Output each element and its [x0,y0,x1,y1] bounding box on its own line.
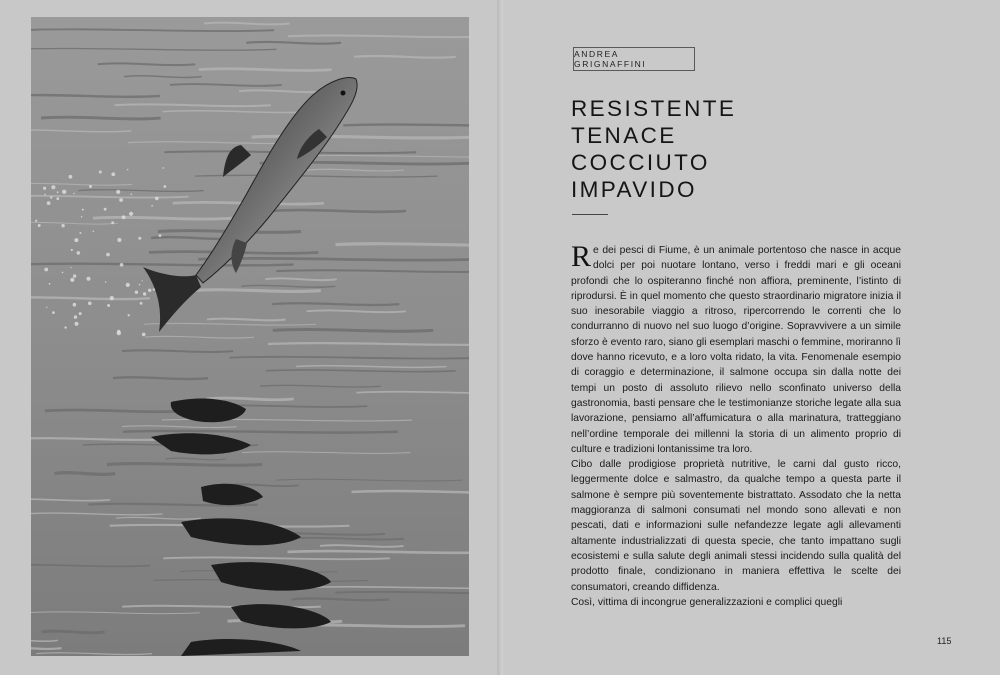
ripple-line [42,631,105,633]
splash-droplet [105,281,107,283]
splash-droplet [128,314,130,316]
splash-droplet [111,172,115,176]
splash-droplet [117,330,120,333]
splash-droplet [46,307,47,308]
splash-droplet [47,201,51,205]
author-box: ANDREA GRIGNAFFINI [573,47,695,71]
splash-droplet [117,238,121,242]
ripple-line [352,491,469,493]
ripple-line [93,217,232,219]
splash-droplet [142,333,146,337]
splash-droplet [70,278,74,282]
splash-droplet [116,190,120,194]
splash-droplet [82,209,84,211]
splash-droplet [122,215,126,219]
splash-droplet [74,315,77,318]
splash-droplet [159,234,162,237]
body-paragraph [571,240,901,457]
title-line: TENACE [571,123,677,148]
splash-droplet [131,193,133,195]
splash-droplet [64,326,66,328]
splash-droplet [73,193,75,195]
splash-droplet [44,268,48,272]
splash-droplet [139,284,141,286]
splash-droplet [138,237,141,240]
ripple-line [107,464,262,466]
splash-droplet [71,249,73,251]
splash-droplet [74,238,78,242]
splash-droplet [142,280,143,281]
splash-droplet [89,185,92,188]
splash-droplet [71,267,72,268]
body-paragraph: Cibo dalle prodigiose proprietà nutritive, le carni dal gusto ricco, leggermente dolce e salmastro, da qualche tempo a questa parte il salmone è sempre più soventemente bistrattato. Assodato che la netta maggioranza di salmoni consumati nel mondo sono allevati e non pescati, dati e informazioni sulle nefandezze legate agli allevamenti altamente industrializzati di questa specie, che tanto impattano sugli ecosistemi e sulla salute degli animali stessi incidendo sulla qualità del prodotto finale, condizionano in maniera effettiva le scelte dei consumatori, creando diffidenza. [571,459,901,593]
splash-droplet [88,302,92,306]
article-title [571,95,736,203]
ripple-line [273,330,433,332]
splash-droplet [62,190,66,194]
splash-droplet [73,274,76,277]
splash-droplet [120,263,124,267]
splash-droplet [35,220,37,222]
splash-droplet [79,232,81,234]
splash-droplet [62,272,64,274]
splash-droplet [119,198,123,202]
splash-droplet [77,251,81,255]
splash-droplet [87,277,91,281]
splash-droplet [74,322,78,326]
splash-droplet [43,187,46,190]
ripple-line [335,244,469,246]
splash-droplet [52,311,55,314]
ripple-line [41,117,160,119]
body-paragraph: Così, vittima di incongrue generalizzazioni e complici quegli [571,596,843,608]
splash-droplet [104,208,107,211]
splash-droplet [129,212,133,216]
splash-droplet [38,224,41,227]
title-line: COCCIUTO [571,150,710,175]
splash-droplet [44,194,46,196]
title-line: IMPAVIDO [571,177,697,202]
splash-droplet [155,197,159,201]
salmon-leaping-photo [31,17,469,656]
splash-droplet [107,304,110,307]
splash-droplet [51,185,55,189]
splash-droplet [163,167,165,169]
ripple-line [207,398,294,400]
splash-droplet [140,302,143,305]
splash-droplet [50,196,52,198]
title-line: RESISTENTE [571,96,737,121]
title-divider [572,214,608,215]
drop-cap: R [571,240,592,273]
splash-droplet [111,221,114,224]
page-number: 115 [937,636,952,646]
splash-droplet [153,288,155,290]
right-page [503,0,1000,675]
splash-droplet [61,224,64,227]
splash-droplet [164,185,167,188]
splash-droplet [79,312,82,315]
ripple-line [55,473,116,475]
splash-droplet [69,175,73,179]
ripple-line [192,290,321,292]
splash-droplet [93,231,95,233]
splash-droplet [56,197,59,200]
splash-droplet [73,303,77,307]
ripple-line [287,551,469,553]
splash-droplet [135,291,138,294]
left-page [0,0,498,675]
splash-droplet [49,283,51,285]
ripple-line [199,69,332,71]
splash-droplet [81,216,83,218]
splash-droplet [127,169,129,171]
splash-droplet [148,289,151,292]
splash-droplet [106,253,110,257]
article-body [571,240,901,610]
splash-droplet [143,292,146,295]
splash-droplet [99,171,102,174]
splash-droplet [151,205,153,207]
paragraph-text: e dei pesci di Fiume, è un animale portentoso che nasce in acque dolci per poi nuotare lontano, verso i freddi mari e gli oceani profondi che lo ospiteranno finché non affiora, preminente, l’istinto di riprodursi. È in quel momento che questo straordinario migratore inizia il suo inesorabile viaggio a ritroso, ripercorrendo le correnti che lo condurranno di nuovo nel suo luogo d’origine. Sopravvivere a un simile sforzo è evento raro, siano gli esemplari maschi o femmine, moriranno lì dove hanno ricevuto, e a loro volta ridato, la vita. Fenomenale esempio di coraggio e determinazione, il salmone occupa sin dalla notte dei tempi un posto di assoluto rilievo nello sconfinato universo della gastronomia, basti pensare che le testimonianze storiche legate alla sua lavorazione, pensiamo all’affumicatura o alla marinatura, tratteggiano nell’ordine temporale dei millenni la storia di un alimento proprio di culture e tradizioni lontanissime tra loro. [571,245,901,455]
splash-droplet [126,283,130,287]
salmon-photo-illustration [31,17,469,656]
ripple-line [45,410,188,412]
splash-droplet [57,191,59,193]
splash-droplet [110,296,114,300]
